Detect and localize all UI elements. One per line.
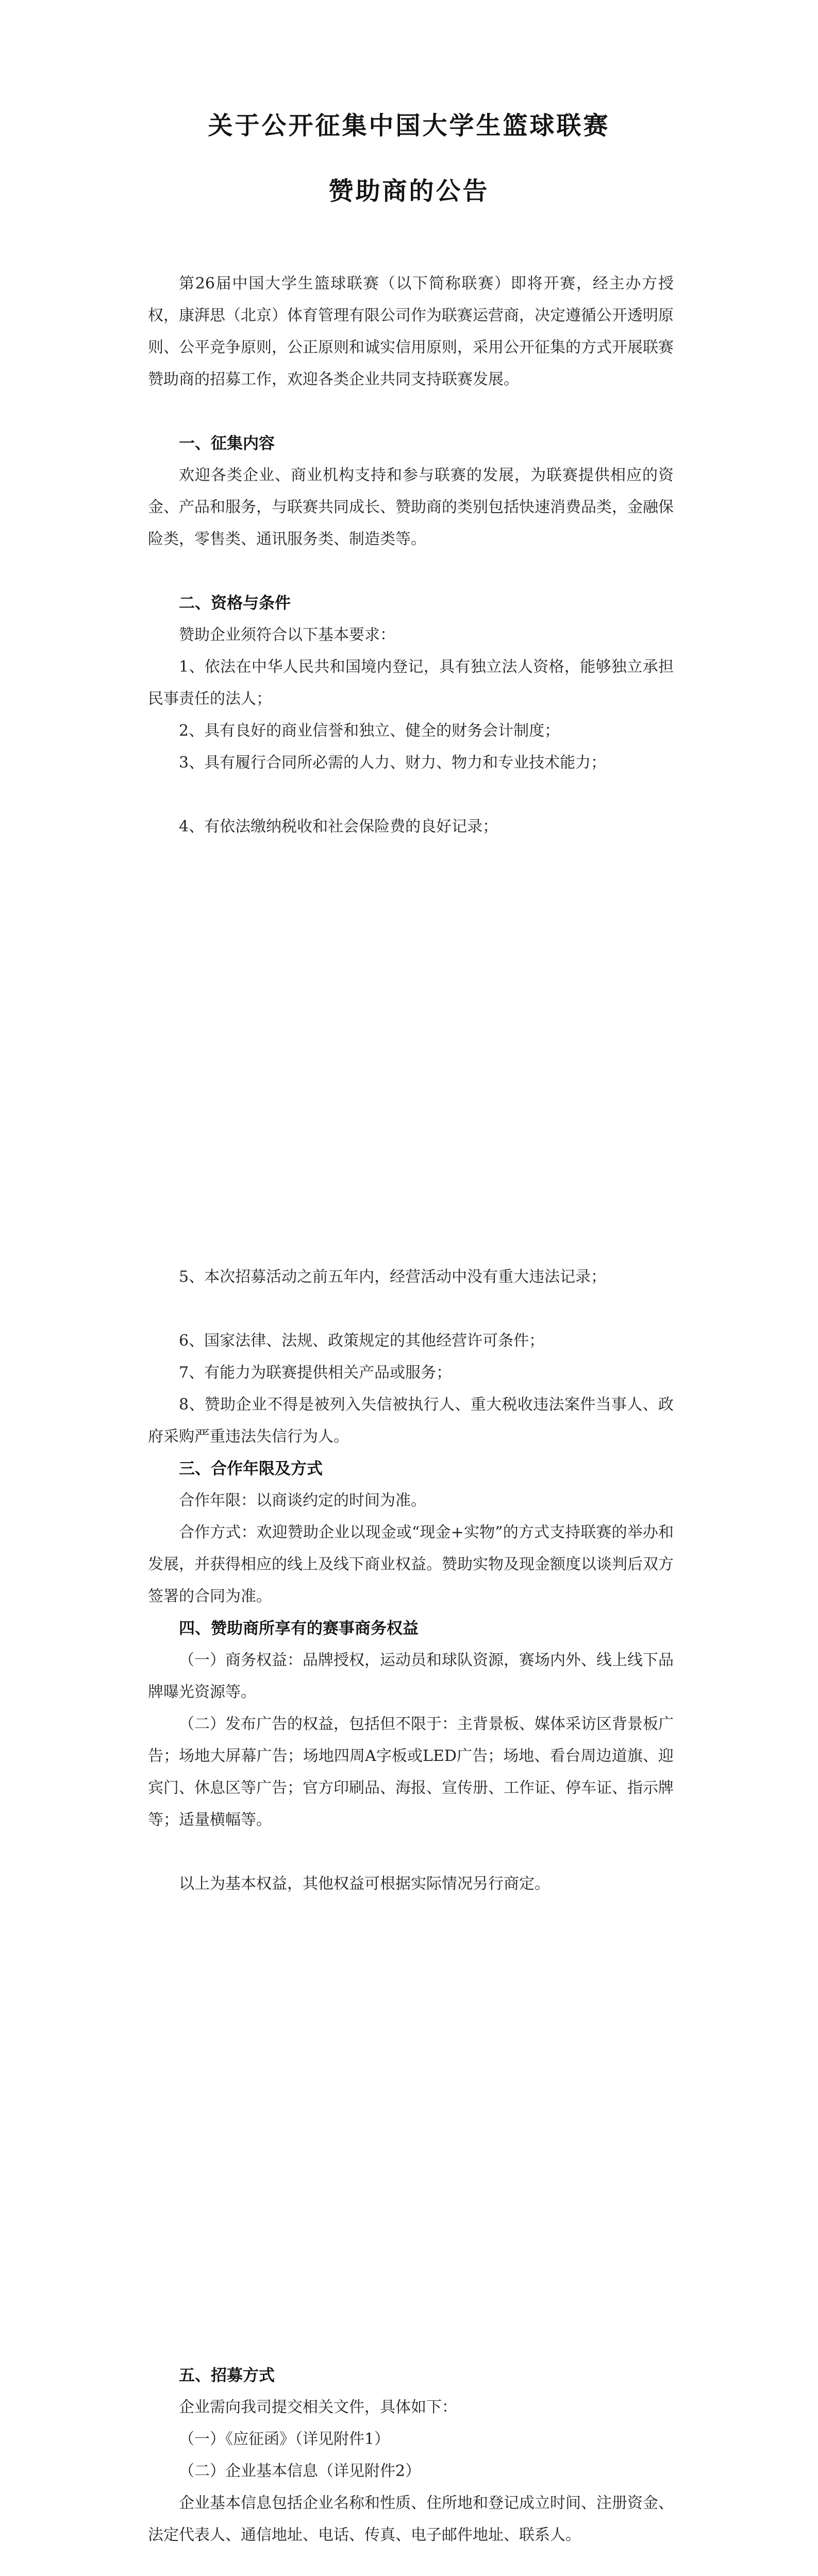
section2-item-1: 1、依法在中华人民共和国境内登记，具有独立法人资格，能够独立承担民事责任的法人； bbox=[148, 658, 674, 708]
section5-item-2: （二）企业基本信息（详见附件2） bbox=[179, 2462, 421, 2480]
intro-paragraph: 第26届中国大学生篮球联赛（以下简称联赛）即将开赛，经主办方授权，康湃思（北京）体育管理有限公司作为联赛运营商，决定遵循公开透明原则、公平竞争原则，公正原则和诚实信用原则，采用公开征集的方式开展联赛赞助商的招募工作，欢迎各类企业共同支持联赛发展。 bbox=[148, 275, 674, 388]
document-title-line2: 赞助商的公告 bbox=[328, 177, 490, 206]
document-title-line1: 关于公开征集中国大学生篮球联赛 bbox=[208, 111, 610, 140]
section1-heading: 一、征集内容 bbox=[179, 434, 275, 453]
section3-heading: 三、合作年限及方式 bbox=[179, 1460, 323, 1478]
section2-item-4: 4、有依法缴纳税收和社会保险费的良好记录； bbox=[179, 818, 498, 836]
section4-item-1: （一）商务权益：品牌授权，运动员和球队资源，赛场内外、线上线下品牌曝光资源等。 bbox=[148, 1651, 674, 1701]
section3-term: 合作年限：以商谈约定的时间为准。 bbox=[179, 1492, 426, 1510]
section2-item-8: 8、赞助企业不得是被列入失信被执行人、重大税收违法案件当事人、政府采购严重违法失信行为人。 bbox=[148, 1396, 674, 1446]
section5-heading: 五、招募方式 bbox=[179, 2366, 275, 2385]
section4-item-2: （二）发布广告的权益，包括但不限于：主背景板、媒体采访区背景板广告；场地大屏幕广告；场地四周A字板或LED广告；场地、看台周边道旗、迎宾门、休息区等广告；官方印刷品、海报、宣传册、工作证、停车证、指示牌等；适量横幅等。 bbox=[148, 1715, 674, 1829]
section2-item-7: 7、有能力为联赛提供相关产品或服务； bbox=[179, 1364, 452, 1382]
section1-body: 欢迎各类企业、商业机构支持和参与联赛的发展，为联赛提供相应的资金、产品和服务，与联赛共同成长、赞助商的类别包括快速消费品类，金融保险类，零售类、通讯服务类、制造类等。 bbox=[148, 466, 674, 548]
section2-item-3: 3、具有履行合同所必需的人力、财力、物力和专业技术能力； bbox=[179, 754, 607, 772]
section2-lead: 赞助企业须符合以下基本要求： bbox=[179, 626, 395, 644]
section4-note: 以上为基本权益，其他权益可根据实际情况另行商定。 bbox=[179, 1875, 550, 1893]
section2-item-6: 6、国家法律、法规、政策规定的其他经营许可条件； bbox=[179, 1332, 545, 1350]
section5-item-2-body: 企业基本信息包括企业名称和性质、住所地和登记成立时间、注册资金、法定代表人、通信地址、电话、传真、电子邮件地址、联系人。 bbox=[148, 2494, 674, 2544]
section5-lead: 企业需向我司提交相关文件，具体如下： bbox=[179, 2398, 457, 2416]
section3-method: 合作方式：欢迎赞助企业以现金或“现金+实物”的方式支持联赛的举办和发展，并获得相应的线上及线下商业权益。赞助实物及现金额度以谈判后双方签署的合同为准。 bbox=[148, 1523, 674, 1605]
section2-item-5: 5、本次招募活动之前五年内，经营活动中没有重大违法记录； bbox=[179, 1268, 607, 1286]
section5-item-1: （一）《应征函》（详见附件1） bbox=[179, 2430, 390, 2448]
section4-heading: 四、赞助商所享有的赛事商务权益 bbox=[179, 1619, 419, 1638]
section2-heading: 二、资格与条件 bbox=[179, 594, 291, 613]
section2-item-2: 2、具有良好的商业信誉和独立、健全的财务会计制度； bbox=[179, 722, 560, 740]
